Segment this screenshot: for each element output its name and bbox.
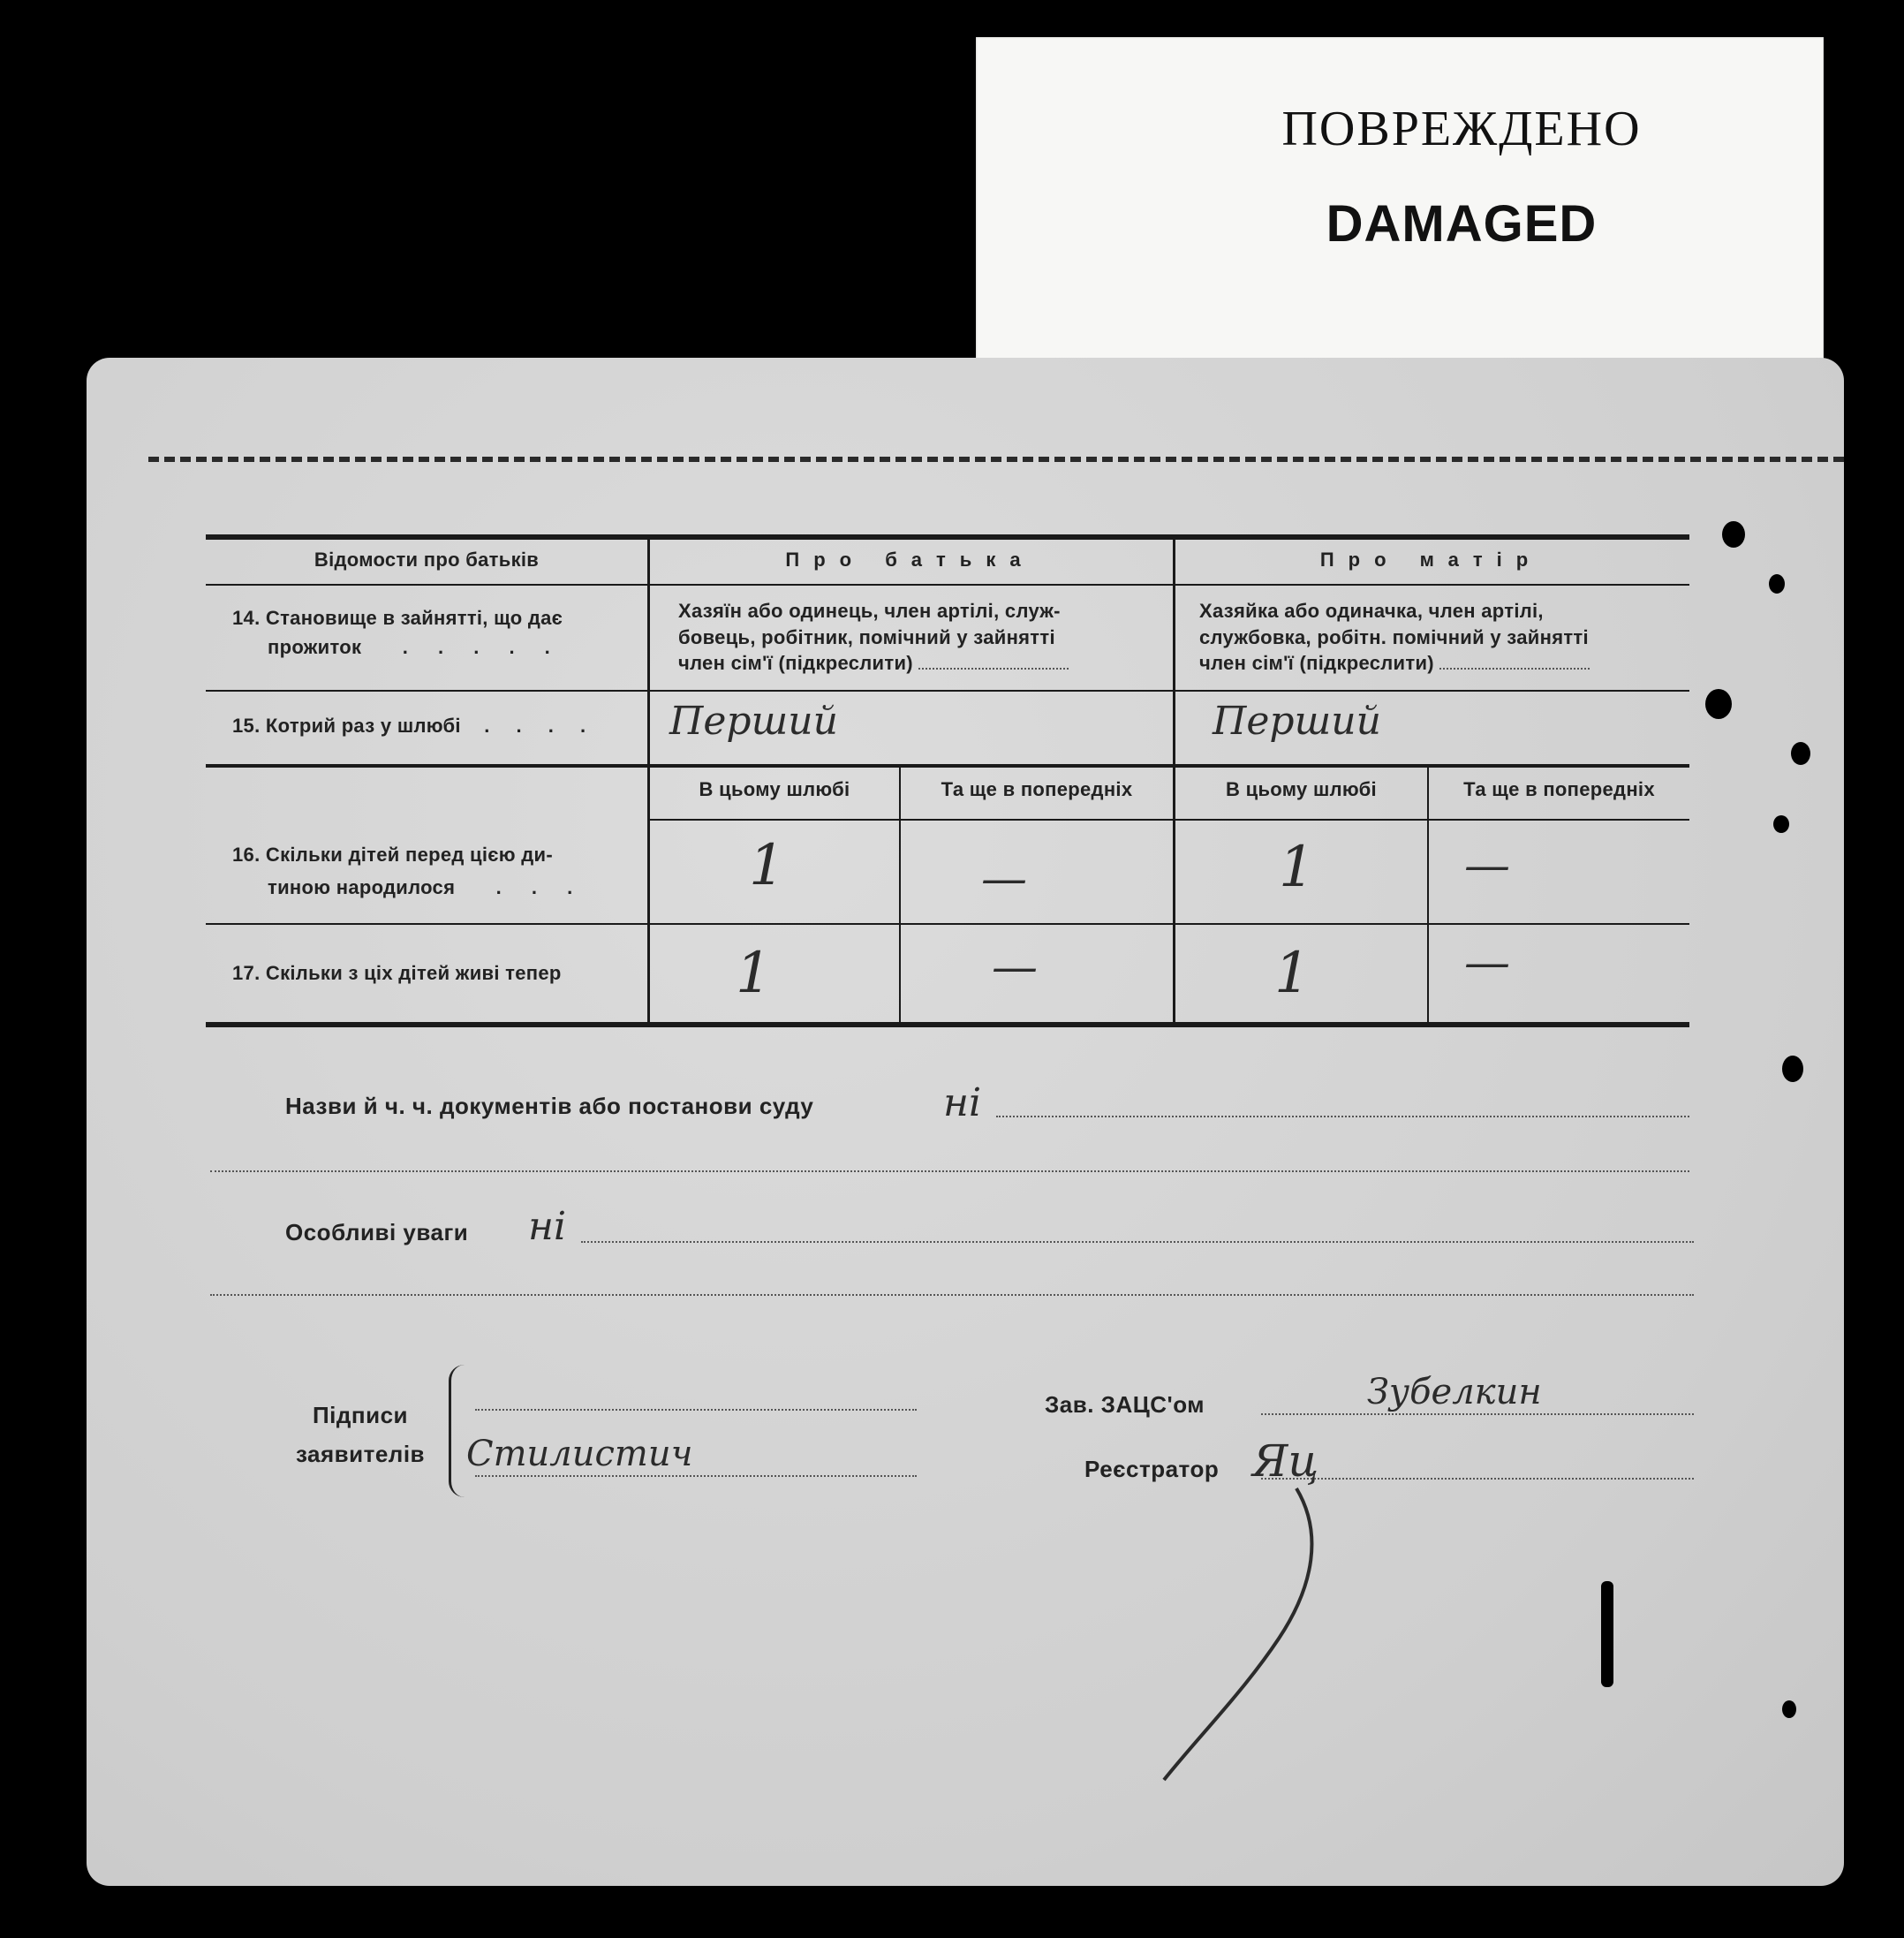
row17-mother-previous: — <box>1464 936 1510 989</box>
row16-label-line1: 16. Скільки дітей перед цією ди- <box>232 844 553 866</box>
tear-mark <box>1782 1700 1796 1718</box>
documents-fill-line-2 <box>210 1170 1689 1172</box>
registrar-label: Реєстратор <box>1084 1456 1220 1482</box>
head-signature-line <box>1261 1413 1694 1415</box>
row14-mother-line1: Хазяйка або одиначка, член артілі, <box>1199 600 1544 622</box>
table-rule <box>206 923 1689 925</box>
row17-father-this: 1 <box>736 941 772 1006</box>
row15-father-value: Перший <box>669 699 838 744</box>
row14-label <box>232 603 638 662</box>
row17-mother-this: 1 <box>1274 941 1311 1006</box>
head-label: Зав. ЗАЦС'ом <box>1045 1391 1205 1418</box>
tear-mark <box>1705 689 1732 719</box>
row14-mother-line2: службовка, робітн. помічний у зайнятті <box>1199 625 1589 648</box>
tear-mark <box>1769 574 1785 594</box>
applicants-brace <box>449 1365 476 1497</box>
damaged-label-en: DAMAGED <box>1326 195 1598 253</box>
applicant-signature-line-1 <box>475 1409 917 1411</box>
row15-mother-value: Перший <box>1213 699 1381 744</box>
row14-father-line1: Хазяїн або одинець, член артілі, служ- <box>678 600 1061 622</box>
tear-mark <box>1722 521 1745 548</box>
documents-fill-line <box>996 1116 1689 1117</box>
row16-father-previous: — <box>981 852 1027 905</box>
applicants-label-line1: Підписи <box>312 1402 409 1428</box>
remarks-fill-line <box>581 1241 1694 1243</box>
registrar-signature: Яц <box>1252 1435 1319 1487</box>
table-rule <box>647 819 1689 821</box>
documents-value: ні <box>943 1080 982 1125</box>
row14-label-dots: . . . . . <box>402 636 563 658</box>
tear-mark <box>1773 815 1789 833</box>
table-rule <box>206 690 1689 692</box>
perforation-line <box>148 457 1844 462</box>
tear-mark <box>1791 742 1810 765</box>
table-col-rule <box>1427 766 1429 1026</box>
table-rule <box>206 764 1689 768</box>
header-about-mother: Про матір <box>1319 549 1543 571</box>
row14-mother-options <box>1199 598 1681 677</box>
table-col-rule <box>899 766 901 1026</box>
row16-father-this: 1 <box>749 833 785 898</box>
damaged-stamp-card <box>976 37 1824 373</box>
remarks-label: Особливі уваги <box>285 1219 469 1245</box>
applicants-label <box>272 1396 449 1473</box>
row14-father-line3: член сім'ї (підкреслити) <box>678 652 913 675</box>
header-about-father: Про батька <box>785 549 1035 571</box>
registrar-flourish <box>1146 1480 1376 1798</box>
remarks-fill-line-2 <box>210 1294 1694 1296</box>
row16-label <box>232 838 643 905</box>
table-rule <box>206 584 1689 586</box>
applicant-signature-line-2 <box>475 1475 917 1477</box>
header-parents-info: Відомости про батьків <box>314 549 540 571</box>
row16-label-line2: тиною народилося <box>268 876 456 899</box>
row14-father-line2: бовець, робітник, помічний у зайнятті <box>678 625 1055 648</box>
applicants-label-line2: заявителів <box>295 1441 426 1468</box>
subheader-father-previous: Та ще в попередніх <box>941 778 1133 800</box>
row16-mother-this: 1 <box>1279 835 1315 900</box>
documents-label: Назви й ч. ч. документів або постанови суду <box>285 1093 814 1119</box>
row16-mother-previous: — <box>1464 839 1510 892</box>
subheader-mother-previous: Та ще в попередніх <box>1463 778 1655 800</box>
row17-label: 17. Скільки з ціх дітей живі тепер <box>232 962 562 984</box>
row15-label-text: 15. Котрий раз у шлюбі <box>232 715 461 737</box>
remarks-value: ні <box>528 1204 567 1249</box>
table-rule-top <box>206 534 1689 540</box>
tear-mark <box>1601 1581 1613 1687</box>
registration-sheet <box>87 358 1844 1886</box>
row15-label-dots: . . . . <box>484 715 597 737</box>
row17-father-previous: — <box>992 941 1038 994</box>
row15-label <box>232 711 638 740</box>
tear-mark <box>1782 1056 1803 1082</box>
table-rule-bottom <box>206 1022 1689 1027</box>
row16-label-dots: . . . <box>495 876 586 899</box>
row14-mother-line3: член сім'ї (підкреслити) <box>1199 652 1434 675</box>
row14-father-options <box>678 598 1160 677</box>
subheader-mother-this-marriage: В цьому шлюбі <box>1226 778 1377 800</box>
subheader-father-this-marriage: В цьому шлюбі <box>699 778 850 800</box>
row14-label-line1: 14. Становище в зайнятті, що дає <box>232 607 563 629</box>
applicant-signature: Стилистич <box>466 1434 693 1474</box>
damaged-label-ru: ПОВРЕЖДЕНО <box>1281 102 1642 156</box>
row14-label-line2: прожиток <box>268 636 362 658</box>
head-signature: Зубелкин <box>1367 1372 1542 1412</box>
